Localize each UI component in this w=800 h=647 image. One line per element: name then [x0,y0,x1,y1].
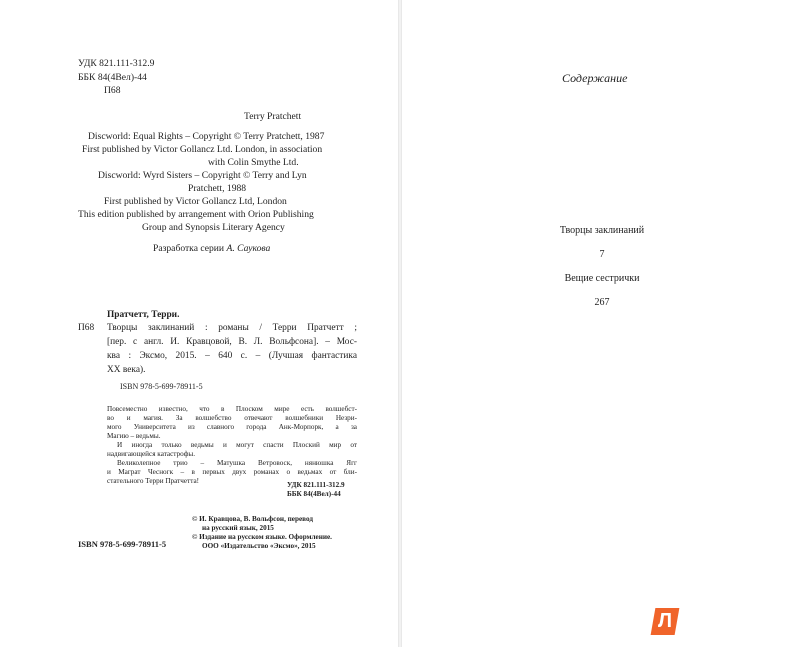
bbk-code-bottom: ББК 84(4Вел)-44 [287,490,341,498]
catalog-line: [пер. с англ. И. Кравцовой, В. Л. Вольфсона]. – Мос- [107,337,357,347]
copyright-line: Discworld: Equal Rights – Copyright © Terry Pratchett, 1987 [88,131,325,142]
rights-line: на русский язык, 2015 [202,524,274,532]
contents-title: Содержание [562,71,628,85]
catalog-line: Творцы заклинаний : романы / Терри Пратчетт ; [107,323,357,333]
annotation-line: и Маграт Чесногк – в первых двух романах о ведьмах от бли- [107,468,357,476]
contents-entry-page: 7 [599,249,605,260]
annotation-line: мого Университета из славного города Анк-Морпорк, а за [107,423,357,431]
bbk-code: ББК 84(4Вел)-44 [78,72,147,83]
edition-line: Group and Synopsis Literary Agency [142,222,285,233]
annotation-line: надвигающейся катастрофы. [107,450,196,458]
contents-entry-title: Вещие сестрички [564,273,640,284]
author-sign: П68 [104,85,121,96]
author-name-english: Terry Pratchett [244,111,302,122]
annotation-line: во и магия. За волшебство отвечают волшебники Незри- [107,414,357,422]
copyright-line: with Colin Smythe Ltd. [208,157,299,168]
copyright-line: First published by Victor Gollancz Ltd, London [104,196,287,207]
series-design-credit [153,243,270,256]
contents-entry-page: 267 [594,297,610,308]
rights-line: © Издание на русском языке. Оформление. [192,533,332,541]
catalog-sign: П68 [78,323,95,333]
contents-entry-title: Творцы заклинаний [559,225,645,236]
left-page [0,0,398,647]
copyright-line: Discworld: Wyrd Sisters – Copyright © Terry and Lyn [98,170,307,181]
udk-code-bottom: УДК 821.111-312.9 [287,481,345,489]
annotation-line: Магию – ведьмы. [107,432,161,440]
rights-line: ООО «Издательство «Эксмо», 2015 [202,542,316,550]
isbn-inner: ISBN 978-5-699-78911-5 [120,382,203,391]
logo-letter: Л [657,610,673,632]
isbn-outer: ISBN 978-5-699-78911-5 [78,539,167,549]
catalog-heading: Пратчетт, Терри. [107,310,180,320]
annotation-line: И иногда только ведьмы и могут спасти Плоский мир от [117,441,357,449]
udk-code: УДК 821.111-312.9 [78,58,155,69]
catalog-line: ква : Эксмо, 2015. – 640 с. – (Лучшая фантастика [107,351,357,361]
right-page [402,0,800,647]
copyright-line: First published by Victor Gollancz Ltd. London, in association [82,144,323,155]
annotation-line: Повсеместно известно, что в Плоском мире есть волшебст- [107,405,357,413]
series-design-label: Разработка серии [153,243,227,254]
catalog-line: XX века). [107,365,146,375]
series-design-name: А. Саукова [226,243,271,254]
annotation-line: стательного Терри Пратчетта! [107,477,200,485]
annotation-line: Великолепное трио – Матушка Ветровоск, нянюшка Ягг [117,459,357,467]
copyright-line: Pratchett, 1988 [188,183,247,194]
rights-line: © И. Кравцова, В. Вольфсон, перевод [192,515,314,523]
publisher-logo [651,608,680,635]
edition-line: This edition published by arrangement with Orion Publishing [78,209,314,220]
